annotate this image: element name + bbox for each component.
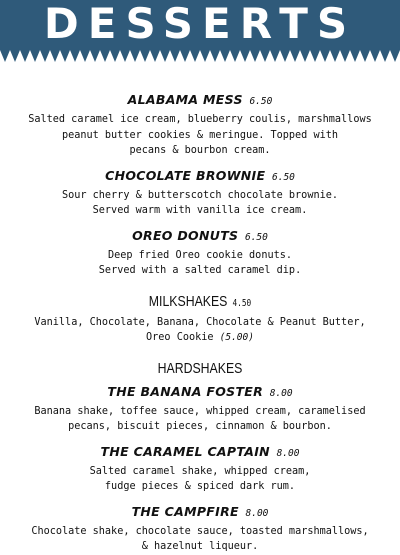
- item-description: [0, 315, 400, 346]
- desc-line: Served with a salted caramel dip.: [98, 265, 302, 276]
- item-description: [0, 112, 400, 159]
- item-name-line: [0, 92, 400, 110]
- desc-line: fudge pieces & spiced dark rum.: [104, 481, 296, 492]
- item-price: 6.50: [249, 96, 273, 107]
- desc-line: Salted caramel shake, whipped cream,: [89, 465, 311, 477]
- desc-line: Chocolate shake, chocolate sauce, toasted marshmallows,: [31, 525, 369, 537]
- desc-line: Served warm with vanilla ice cream.: [92, 205, 308, 216]
- item-price: 6.50: [272, 171, 295, 183]
- desc-line: Sour cherry & butterscotch chocolate brownie.: [61, 189, 338, 201]
- section-heading: HARDSHAKES: [157, 359, 243, 377]
- item-name-line: [0, 444, 400, 462]
- menu-item-banana-foster: [0, 384, 400, 435]
- item-name: OREO DONUTS: [132, 227, 239, 243]
- item-price: 8.00: [276, 447, 300, 459]
- desc-line: & hazelnut liqueur.: [141, 541, 259, 552]
- menu-item-caramel-captain: [0, 444, 400, 495]
- item-description: [0, 188, 400, 219]
- desc-line: Vanilla, Chocolate, Banana, Chocolate & Peanut Butter,: [34, 316, 366, 328]
- item-name: THE CAMPFIRE: [131, 503, 239, 519]
- item-name-line: [0, 504, 400, 522]
- header-banner: [0, 0, 400, 70]
- menu-content: [0, 92, 400, 555]
- item-name: CHOCOLATE BROWNIE: [105, 167, 266, 183]
- desc-line: Salted caramel ice cream, blueberry coulis, marshmallows: [28, 114, 372, 125]
- desc-line: peanut butter cookies & meringue. Topped with: [61, 129, 338, 141]
- desc-line: pecans & bourbon cream.: [129, 145, 271, 156]
- item-price: 8.00: [269, 387, 293, 399]
- item-name-line: [0, 228, 400, 246]
- item-name: THE CARAMEL CAPTAIN: [100, 443, 270, 459]
- item-description: [0, 524, 400, 555]
- section-milkshakes: [0, 293, 400, 346]
- desc-line: Oreo Cookie: [146, 332, 214, 343]
- extra-price: (5.00): [219, 332, 254, 343]
- page-title: DESSERTS: [43, 0, 357, 48]
- desc-line: Banana shake, toffee sauce, whipped cream, caramelised: [34, 405, 366, 417]
- section-hardshakes: [0, 360, 400, 378]
- item-name: ALABAMA MESS: [127, 92, 243, 107]
- item-name-line: [0, 168, 400, 186]
- item-description: [0, 464, 400, 495]
- menu-item-alabama-mess: [0, 92, 400, 159]
- section-title: MILKSHAKES: [148, 292, 228, 310]
- menu-item-oreo-donuts: [0, 228, 400, 279]
- item-price: 8.00: [245, 507, 269, 519]
- item-description: [0, 248, 400, 279]
- item-name-line: [0, 384, 400, 402]
- menu-item-chocolate-brownie: [0, 168, 400, 219]
- item-price: 6.50: [244, 231, 268, 243]
- item-description: [0, 404, 400, 435]
- menu-item-campfire: [0, 504, 400, 555]
- desc-line: Deep fried Oreo cookie donuts.: [107, 249, 292, 261]
- section-price: 4.50: [232, 297, 252, 309]
- desc-line: pecans, biscuit pieces, cinnamon & bourbon.: [68, 421, 332, 432]
- item-name: THE BANANA FOSTER: [107, 383, 264, 399]
- section-heading: [36, 293, 364, 313]
